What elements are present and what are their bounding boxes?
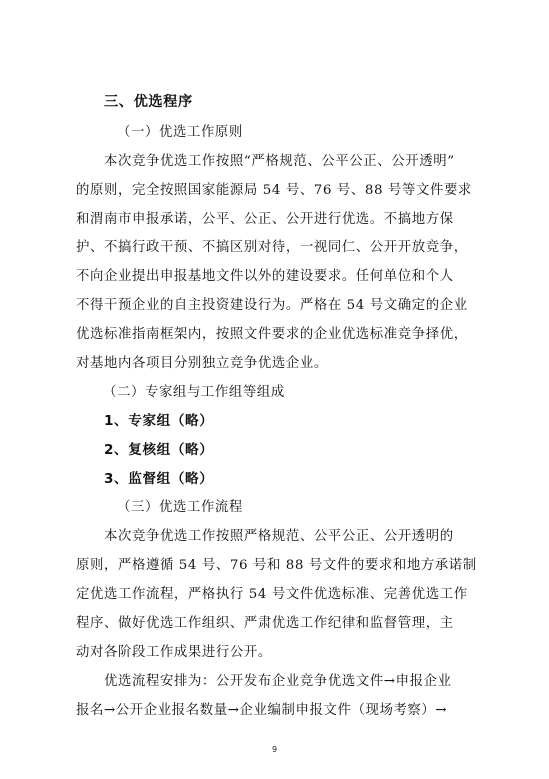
paragraph-line: 程序、做好优选工作组织、严肃优选工作纪律和监督管理，主	[76, 616, 454, 631]
subsection-title-groups: （二）专家组与工作组等组成	[103, 385, 285, 400]
paragraph-line: 的原则，完全按照国家能源局 54 号、76 号、88 号等文件要求	[76, 183, 472, 198]
paragraph-line: 对基地内各项目分别独立竞争优选企业。	[76, 356, 328, 371]
paragraph-line: 不向企业提出申报基地文件以外的建设要求。任何单位和个人	[76, 269, 454, 284]
paragraph-line: 不得干预企业的自主投资建设行为。严格在 54 号文确定的企业	[76, 298, 468, 313]
paragraph-line: 动对各阶段工作成果进行公开。	[76, 645, 272, 660]
paragraph-line: 和渭南市申报承诺，公平、公正、公开进行优选。不搞地方保	[76, 212, 454, 227]
paragraph-line: 护、不搞行政干预、不搞区别对待，一视同仁、公开开放竞争，	[76, 240, 468, 255]
group-item-supervision: 3、监督组（略）	[104, 471, 214, 487]
paragraph-line: 定优选工作流程，严格执行 54 号文件优选标准、完善优选工作	[76, 587, 468, 602]
group-item-review: 2、复核组（略）	[104, 442, 214, 458]
group-item-experts: 1、专家组（略）	[104, 413, 214, 429]
subsection-title-process: （三）优选工作流程	[117, 500, 243, 515]
paragraph-line: 本次竞争优选工作按照严格规范、公平公正、公开透明的	[104, 529, 454, 544]
paragraph-line: 本次竞争优选工作按照“严格规范、公平公正、公开透明”	[104, 154, 455, 169]
section-title: 三、优选程序	[104, 94, 193, 110]
flow-line: 报名→公开企业报名数量→企业编制申报文件（现场考察）→	[76, 703, 448, 718]
paragraph-line: 优选标准指南框架内，按照文件要求的企业优选标准竞争择优，	[76, 327, 468, 342]
subsection-title-principles: （一）优选工作原则	[117, 125, 243, 140]
page-number: 9	[271, 745, 278, 754]
flow-line: 优选流程安排为：公开发布企业竞争优选文件→申报企业	[104, 674, 452, 689]
paragraph-line: 原则，严格遵循 54 号、76 号和 88 号文件的要求和地方承诺制	[76, 558, 477, 573]
